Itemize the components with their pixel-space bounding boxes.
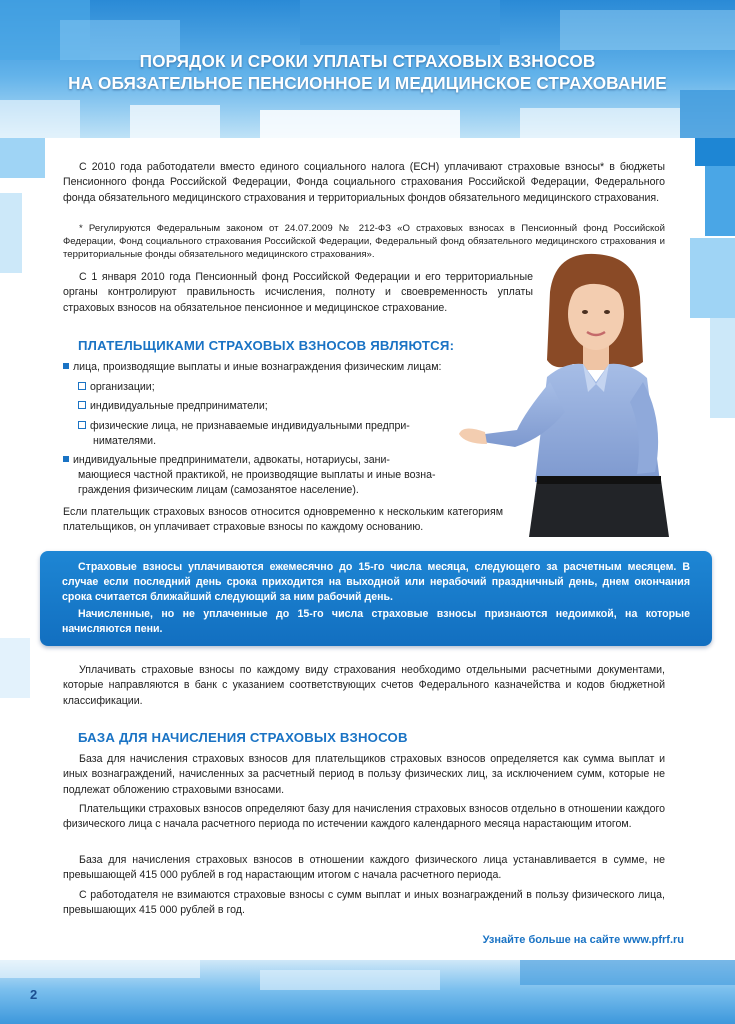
base-paragraph-1: База для начисления страховых взносов для плательщиков страховых взносов определяется как сумма выплат и иных вознаграждений, начисленных за расчетный период в пользу физических лиц, за исключением сумм, которые не подлежат обложению страховыми взносами. <box>63 753 665 796</box>
checkbox-bullet-icon <box>78 421 86 429</box>
base-paragraph-4: С работодателя не взимаются страховые взносы с сумм выплат и иных вознаграждений в пользу физического лица, превышающих 415 000 рублей в год. <box>63 889 665 917</box>
callout-paragraph-1: Страховые взносы уплачиваются ежемесячно до 15-го числа месяца, следующего за расчетным месяцем. В случае если последний день срока приходится на выходной или нерабочий праздничный день, днем окончания срока считается ближайший следующий за ним рабочий день. <box>62 561 690 604</box>
square-bullet-icon <box>63 456 69 462</box>
footnote: * Регулируются Федеральным законом от 24.07.2009 № 212-ФЗ «О страховых взносах в Пенсионный фонд Российской Федерации, Фонд социального страхования Российской Федерации, Федеральный фонд обязательного медицинского страхования и территориальные фонды обязательного медицинского страхования». <box>63 223 665 261</box>
callout-paragraph-2: Начисленные, но не уплаченные до 15-го числа страховые взносы признаются недоимкой, на которые начисляются пени. <box>62 608 690 636</box>
list-subitem-1 <box>78 380 478 395</box>
base-paragraph-3: База для начисления страховых взносов в отношении каждого физического лица устанавливается в сумме, не превышающей 415 000 рублей в год нарастающим итогом с начала расчетного периода. <box>63 854 665 882</box>
intro-paragraph-2: С 1 января 2010 года Пенсионный фонд Российской Федерации и его территориальные органы контролируют правильность исчисления, полноту и своевременность уплаты страховых взносов на обязательное пенсионное и медицинское страхование. <box>63 271 533 314</box>
list-subitem-3 <box>78 419 478 434</box>
payment-paragraph: Уплачивать страховые взносы по каждому виду страхования необходимо отдельными расчетными документами, которые направляются в банк с указанием соответствующих счетов Федерального казначейства и кодов бюджетной классификации. <box>63 664 665 707</box>
intro-paragraph-1: С 2010 года работодатели вместо единого социального налога (ЕСН) уплачивают страховые взносы* в бюджеты Пенсионного фонда Российской Федерации, Фонда социального страхования Российской Федерации, Федерального фонда обязательного медицинского страхования и территориальных фондов обязательного медицинского страхования. <box>63 161 665 204</box>
list-item-text: индивидуальные предприниматели; <box>90 400 268 412</box>
list-item-payer-1 <box>63 360 483 375</box>
square-bullet-icon <box>63 363 69 369</box>
page-title <box>0 50 735 94</box>
website-link[interactable]: Узнайте больше на сайте www.pfrf.ru <box>482 934 684 946</box>
list-item-payer-2-line3: граждения физическим лицам (самозанятое население). <box>78 484 359 496</box>
base-paragraph-2: Плательщики страховых взносов определяют базу для начисления страховых взносов отдельно в отношении каждого физического лица с начала расчетного периода по истечении каждого календарного месяца нарастающим итогом. <box>63 803 665 831</box>
base-heading: БАЗА ДЛЯ НАЧИСЛЕНИЯ СТРАХОВЫХ ВЗНОСОВ <box>78 730 408 745</box>
payers-heading: ПЛАТЕЛЬЩИКАМИ СТРАХОВЫХ ВЗНОСОВ ЯВЛЯЮТСЯ: <box>78 338 455 353</box>
checkbox-bullet-icon <box>78 382 86 390</box>
payers-note: Если плательщик страховых взносов относится одновременно к нескольким категориям плательщиков, он уплачивает страховые взносы по каждому основанию. <box>63 506 503 534</box>
list-subitem-3-cont: нимателями. <box>93 435 157 447</box>
footer-band <box>0 960 735 1024</box>
header-banner <box>0 0 735 138</box>
list-item-payer-2-line2: мающиеся частной практикой, не производящие выплаты и иные возна- <box>78 469 436 481</box>
checkbox-bullet-icon <box>78 401 86 409</box>
list-item-text: индивидуальные предприниматели, адвокаты, нотариусы, зани- <box>73 454 390 466</box>
title-line-1: ПОРЯДОК И СРОКИ УПЛАТЫ СТРАХОВЫХ ВЗНОСОВ <box>139 51 596 71</box>
list-item-payer-2 <box>63 453 483 468</box>
left-decoration <box>0 138 45 968</box>
title-line-2: НА ОБЯЗАТЕЛЬНОЕ ПЕНСИОННОЕ И МЕДИЦИНСКОЕ СТРАХОВАНИЕ <box>68 73 667 93</box>
list-item-text: организации; <box>90 381 155 393</box>
page-number: 2 <box>30 987 38 1002</box>
list-item-text: лица, производящие выплаты и иные вознаграждения физическим лицам: <box>73 361 442 373</box>
list-subitem-2 <box>78 399 478 414</box>
deadline-callout <box>40 551 712 646</box>
list-item-text: физические лица, не признаваемые индивидуальными предпри- <box>90 420 410 432</box>
